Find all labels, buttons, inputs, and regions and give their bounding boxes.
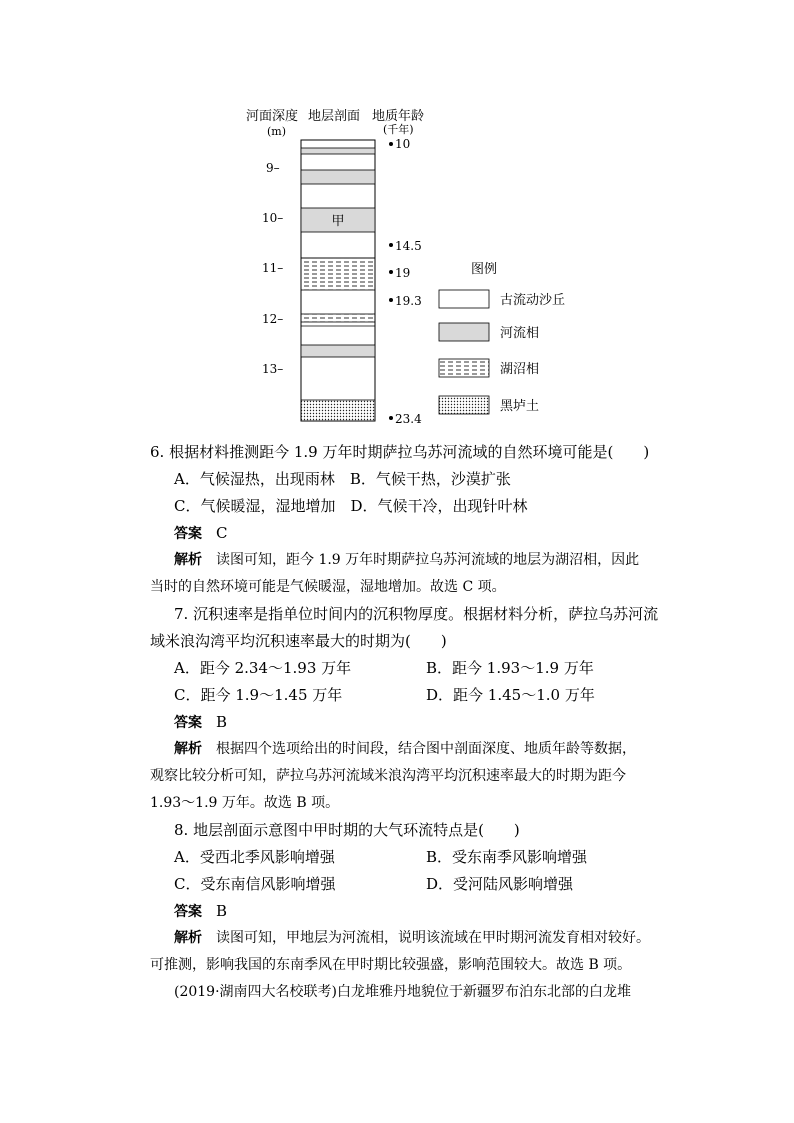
layer-lake-2 xyxy=(301,314,375,322)
age-label: 10 xyxy=(395,137,411,151)
q8-analysis-row xyxy=(174,928,650,948)
q8-option-c: C．受东南信风影响增强 xyxy=(174,875,336,893)
legend-title: 图例 xyxy=(471,262,498,277)
q7-analysis-2: 观察比较分析可知，萨拉乌苏河流域米浪沟湾平均沉积速率最大的时期为距今 xyxy=(150,768,626,784)
layer-lake-1 xyxy=(301,258,375,290)
layer-river-1 xyxy=(301,148,375,154)
stratigraphic-section-figure xyxy=(240,100,600,430)
header-depth: 河面深度 xyxy=(246,109,299,124)
q6-analysis-2: 当时的自然环境可能是气候暖湿，湿地增加。故选 C 项。 xyxy=(150,579,506,595)
legend-swatch-lake xyxy=(439,359,489,377)
q6-options-cd: C．气候暖湿，湿地增加 D．气候干冷，出现针叶林 xyxy=(174,497,528,515)
q8-stem: 8. 地层剖面示意图中甲时期的大气环流特点是( ) xyxy=(174,821,520,839)
answer-label: 答案 xyxy=(174,715,202,731)
legend-swatch-river xyxy=(439,323,489,341)
analysis-label: 解析 xyxy=(174,741,202,757)
analysis-label: 解析 xyxy=(174,552,202,568)
age-dot xyxy=(389,243,393,247)
q7-option-a: A．距今 2.34～1.93 万年 xyxy=(174,659,352,677)
q6-options-ab: A．气候湿热，出现雨林 B．气候干热，沙漠扩张 xyxy=(174,470,511,488)
q7-stem-1: 7. 沉积速率是指单位时间内的沉积物厚度。根据材料分析，萨拉乌苏河流 xyxy=(174,605,659,623)
q6-answer: C xyxy=(216,524,228,542)
q6-analysis-row xyxy=(174,550,639,570)
q7-analysis-1: 根据四个选项给出的时间段，结合图中剖面深度、地质年龄等数据， xyxy=(216,741,636,757)
age-label: 23.4 xyxy=(395,412,422,426)
q7-analysis-row xyxy=(174,739,636,759)
depth-tick: 12– xyxy=(262,312,284,326)
q7-analysis-3: 1.93～1.9 万年。故选 B 项。 xyxy=(150,795,340,811)
q7-option-d: D．距今 1.45～1.0 万年 xyxy=(426,686,595,704)
age-label: 19.3 xyxy=(395,294,422,308)
q8-analysis-2: 可推测，影响我国的东南季风在甲时期比较强盛，影响范围较大。故选 B 项。 xyxy=(150,957,632,973)
q8-analysis-1: 读图可知，甲地层为河流相，说明该流域在甲时期河流发育相对较好。 xyxy=(216,930,650,946)
layer-river-2 xyxy=(301,170,375,184)
layer-river-3 xyxy=(301,345,375,357)
legend-label: 古流动沙丘 xyxy=(500,293,566,308)
section-diagram xyxy=(240,100,600,430)
unit-depth: (m) xyxy=(267,125,287,138)
q8-answer-row xyxy=(174,901,227,922)
depth-tick: 9– xyxy=(266,161,280,175)
legend-label: 湖沼相 xyxy=(500,362,540,377)
q7-answer: B xyxy=(216,713,228,731)
header-age: 地质年龄 xyxy=(372,109,425,124)
q6-analysis-1: 读图可知，距今 1.9 万年时期萨拉乌苏河流域的地层为湖沼相，因此 xyxy=(216,552,640,568)
q7-answer-row xyxy=(174,712,227,733)
jia-label: 甲 xyxy=(331,214,345,229)
depth-tick: 13– xyxy=(262,362,284,376)
header-section: 地层剖面 xyxy=(308,109,361,124)
legend-swatch-black-soil xyxy=(439,396,489,414)
age-dot xyxy=(389,270,393,274)
age-dot xyxy=(389,416,393,420)
legend-label: 河流相 xyxy=(500,326,540,341)
q8-option-b: B．受东南季风影响增强 xyxy=(426,848,588,866)
q6-stem: 6. 根据材料推测距今 1.9 万年时期萨拉乌苏河流域的自然环境可能是( ) xyxy=(150,443,650,461)
depth-tick: 10– xyxy=(262,211,284,225)
next-passage-line: (2019·湖南四大名校联考)白龙堆雅丹地貌位于新疆罗布泊东北部的白龙堆 xyxy=(174,984,632,1000)
age-label: 14.5 xyxy=(395,239,422,253)
answer-label: 答案 xyxy=(174,904,202,920)
age-dot xyxy=(389,298,393,302)
answer-label: 答案 xyxy=(174,526,202,542)
q8-answer: B xyxy=(216,902,228,920)
legend-swatch-dune xyxy=(439,290,489,308)
q8-option-d: D．受河陆风影响增强 xyxy=(426,875,574,893)
q7-stem-2: 域米浪沟湾平均沉积速率最大的时期为( ) xyxy=(150,632,447,650)
q8-option-a: A．受西北季风影响增强 xyxy=(174,848,335,866)
q7-option-b: B．距今 1.93～1.9 万年 xyxy=(426,659,594,677)
depth-tick: 11– xyxy=(262,261,284,275)
q6-answer-row xyxy=(174,523,227,544)
q7-option-c: C．距今 1.9～1.45 万年 xyxy=(174,686,343,704)
q7-options-row1 xyxy=(174,658,351,678)
age-label: 19 xyxy=(395,266,411,280)
unit-age: (千年) xyxy=(383,123,414,136)
legend-label: 黑垆土 xyxy=(500,399,540,414)
age-dot xyxy=(389,142,393,146)
layer-black-soil xyxy=(301,400,375,421)
analysis-label: 解析 xyxy=(174,930,202,946)
